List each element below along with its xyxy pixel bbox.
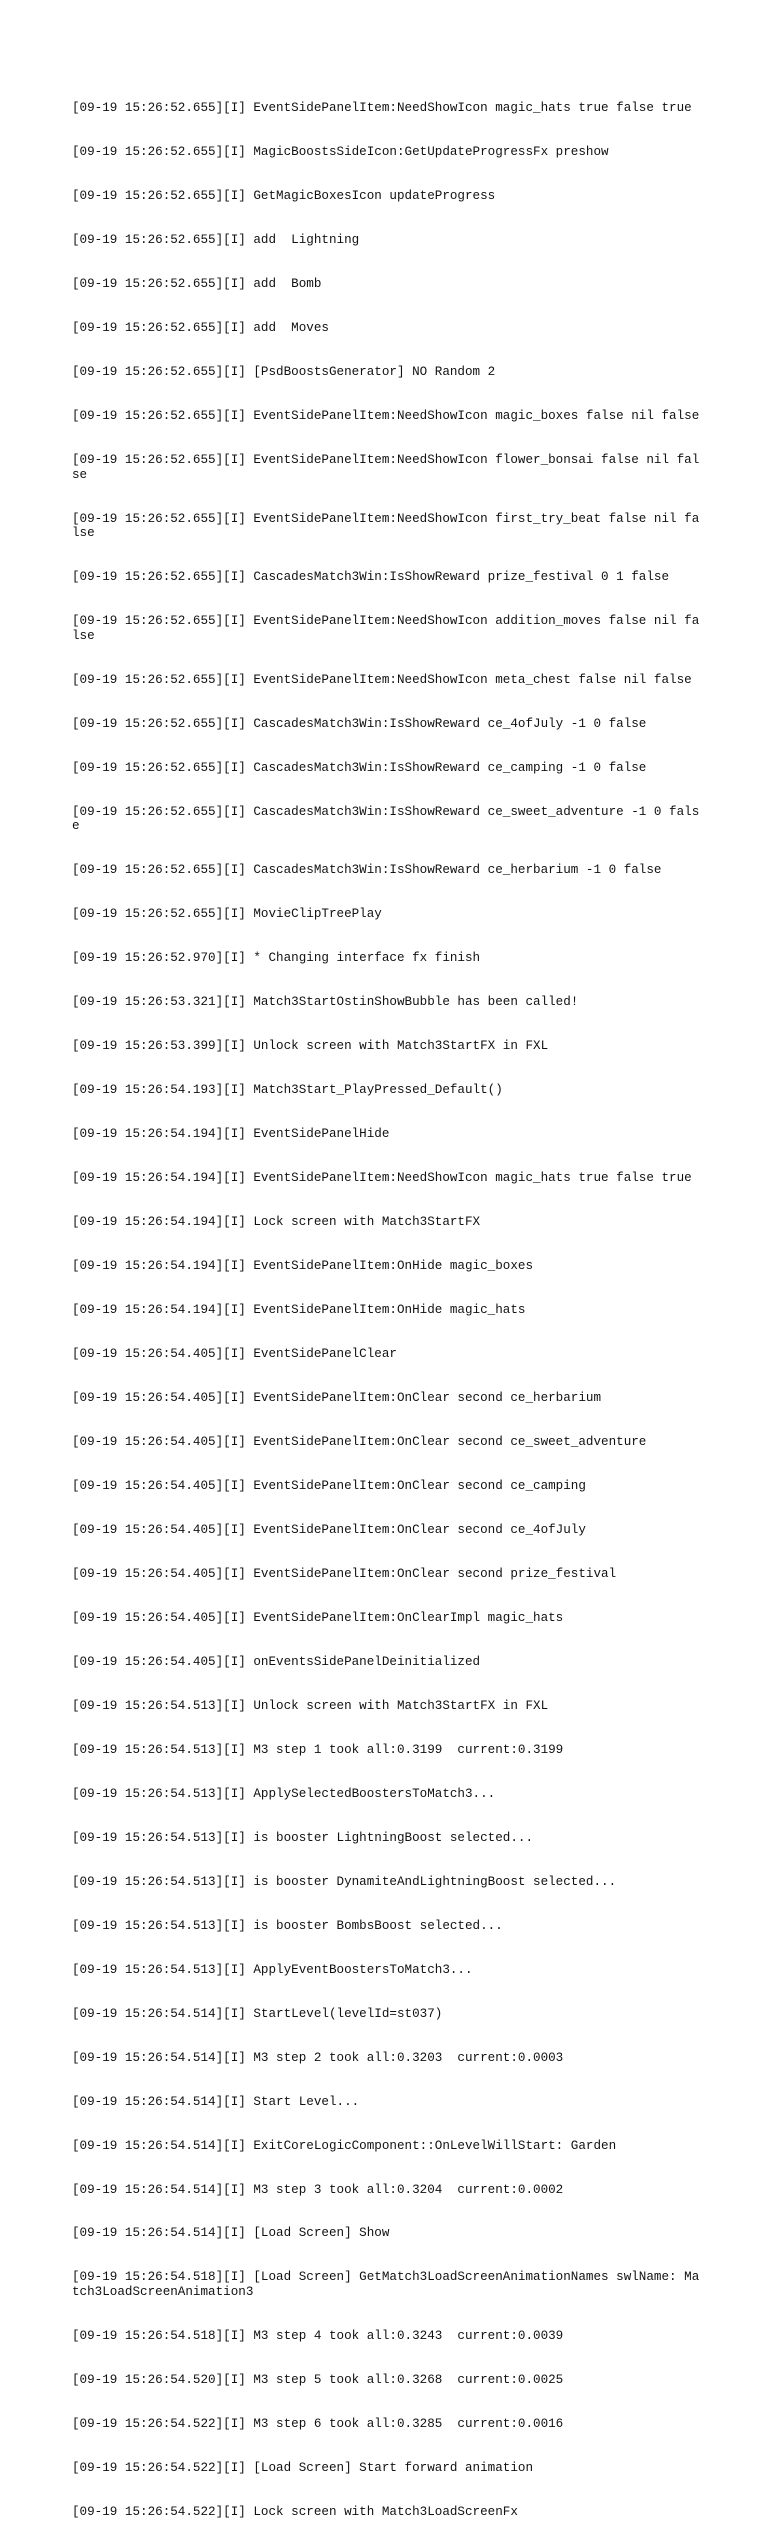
log-line: [09-19 15:26:52.655][I] EventSidePanelItem:NeedShowIcon meta_chest false nil false xyxy=(72,672,692,687)
log-line: [09-19 15:26:52.655][I] EventSidePanelItem:NeedShowIcon addition_moves false nil false xyxy=(72,614,700,643)
log-line: [09-19 15:26:52.655][I] EventSidePanelItem:NeedShowIcon magic_boxes false nil false xyxy=(72,409,700,424)
log-line: [09-19 15:26:54.405][I] EventSidePanelItem:OnClear second ce_4ofJuly xyxy=(72,1522,586,1537)
log-line: [09-19 15:26:54.518][I] M3 step 4 took all:0.3243 current:0.0039 xyxy=(72,2329,564,2344)
log-line: [09-19 15:26:52.655][I] MagicBoostsSideIcon:GetUpdateProgressFx preshow xyxy=(72,145,609,160)
log-line: [09-19 15:26:54.513][I] Unlock screen with Match3StartFX in FXL xyxy=(72,1698,549,1713)
log-line: [09-19 15:26:52.655][I] add Bomb xyxy=(72,277,322,292)
log-line: [09-19 15:26:52.655][I] CascadesMatch3Win:IsShowReward prize_festival 0 1 false xyxy=(72,570,670,585)
log-line: [09-19 15:26:54.513][I] ApplySelectedBoostersToMatch3... xyxy=(72,1786,496,1801)
log-document xyxy=(72,72,702,2534)
log-line: [09-19 15:26:52.655][I] [PsdBoostsGenerator] NO Random 2 xyxy=(72,365,496,380)
log-line: [09-19 15:26:54.514][I] ExitCoreLogicComponent::OnLevelWillStart: Garden xyxy=(72,2138,617,2153)
log-line: [09-19 15:26:54.194][I] EventSidePanelHide xyxy=(72,1127,390,1142)
log-line: [09-19 15:26:54.513][I] M3 step 1 took all:0.3199 current:0.3199 xyxy=(72,1742,564,1757)
log-line: [09-19 15:26:52.655][I] EventSidePanelItem:NeedShowIcon magic_hats true false true xyxy=(72,101,692,116)
log-line: [09-19 15:26:54.194][I] Lock screen with Match3StartFX xyxy=(72,1215,481,1230)
log-line: [09-19 15:26:54.520][I] M3 step 5 took all:0.3268 current:0.0025 xyxy=(72,2373,564,2388)
log-line: [09-19 15:26:54.193][I] Match3Start_PlayPressed_Default() xyxy=(72,1083,503,1098)
log-line: [09-19 15:26:54.194][I] EventSidePanelItem:OnHide magic_hats xyxy=(72,1303,526,1318)
log-line: [09-19 15:26:52.655][I] CascadesMatch3Win:IsShowReward ce_sweet_adventure -1 0 false xyxy=(72,804,700,834)
log-line: [09-19 15:26:52.655][I] EventSidePanelItem:NeedShowIcon flower_bonsai false nil false xyxy=(72,453,700,482)
log-line: [09-19 15:26:54.194][I] EventSidePanelItem:OnHide magic_boxes xyxy=(72,1259,534,1274)
log-line: [09-19 15:26:52.655][I] add Moves xyxy=(72,321,329,336)
log-line: [09-19 15:26:52.655][I] GetMagicBoxesIcon updateProgress xyxy=(72,189,496,204)
log-line: [09-19 15:26:54.514][I] M3 step 2 took all:0.3203 current:0.0003 xyxy=(72,2050,564,2065)
log-line: [09-19 15:26:52.655][I] EventSidePanelItem:NeedShowIcon first_try_beat false nil false xyxy=(72,511,700,541)
log-line: [09-19 15:26:54.514][I] Start Level... xyxy=(72,2094,360,2109)
log-line: [09-19 15:26:54.513][I] ApplyEventBoostersToMatch3... xyxy=(72,1962,473,1977)
log-line: [09-19 15:26:54.194][I] EventSidePanelItem:NeedShowIcon magic_hats true false true xyxy=(72,1171,692,1186)
log-line: [09-19 15:26:54.518][I] [Load Screen] GetMatch3LoadScreenAnimationNames swlName: Match3LoadScreenAnimation3 xyxy=(72,2270,700,2300)
log-line: [09-19 15:26:54.522][I] M3 step 6 took all:0.3285 current:0.0016 xyxy=(72,2417,564,2431)
log-line: [09-19 15:26:54.522][I] [Load Screen] Start forward animation xyxy=(72,2460,534,2475)
log-line: [09-19 15:26:54.513][I] is booster LightningBoost selected... xyxy=(72,1830,534,1845)
log-line: [09-19 15:26:54.514][I] StartLevel(levelId=st037) xyxy=(72,2006,443,2021)
log-line: [09-19 15:26:54.513][I] is booster BombsBoost selected... xyxy=(72,1918,503,1933)
log-line: [09-19 15:26:54.405][I] EventSidePanelItem:OnClear second ce_sweet_adventure xyxy=(72,1435,647,1450)
log-line: [09-19 15:26:52.655][I] add Lightning xyxy=(72,233,360,248)
log-line: [09-19 15:26:54.405][I] EventSidePanelClear xyxy=(72,1347,397,1362)
log-line: [09-19 15:26:52.655][I] CascadesMatch3Win:IsShowReward ce_herbarium -1 0 false xyxy=(72,863,662,878)
log-line: [09-19 15:26:52.655][I] CascadesMatch3Win:IsShowReward ce_camping -1 0 false xyxy=(72,760,647,775)
log-line: [09-19 15:26:52.655][I] MovieClipTreePlay xyxy=(72,907,382,922)
log-line: [09-19 15:26:54.522][I] Lock screen with Match3LoadScreenFx xyxy=(72,2504,518,2519)
log-line: [09-19 15:26:53.321][I] Match3StartOstinShowBubble has been called! xyxy=(72,995,579,1010)
log-line: [09-19 15:26:54.405][I] EventSidePanelItem:OnClear second prize_festival xyxy=(72,1566,617,1581)
log-line: [09-19 15:26:54.405][I] EventSidePanelItem:OnClear second ce_camping xyxy=(72,1479,586,1493)
log-line: [09-19 15:26:53.399][I] Unlock screen with Match3StartFX in FXL xyxy=(72,1039,549,1054)
log-line: [09-19 15:26:54.405][I] EventSidePanelItem:OnClearImpl magic_hats xyxy=(72,1610,564,1625)
log-line: [09-19 15:26:54.405][I] EventSidePanelItem:OnClear second ce_herbarium xyxy=(72,1391,602,1406)
log-line: [09-19 15:26:54.513][I] is booster DynamiteAndLightningBoost selected... xyxy=(72,1874,617,1889)
log-line: [09-19 15:26:54.514][I] M3 step 3 took all:0.3204 current:0.0002 xyxy=(72,2182,564,2197)
log-line: [09-19 15:26:54.514][I] [Load Screen] Show xyxy=(72,2226,390,2241)
log-line: [09-19 15:26:52.655][I] CascadesMatch3Win:IsShowReward ce_4ofJuly -1 0 false xyxy=(72,716,647,731)
log-line: [09-19 15:26:54.405][I] onEventsSidePanelDeinitialized xyxy=(72,1654,481,1669)
log-line: [09-19 15:26:52.970][I] * Changing interface fx finish xyxy=(72,951,481,966)
